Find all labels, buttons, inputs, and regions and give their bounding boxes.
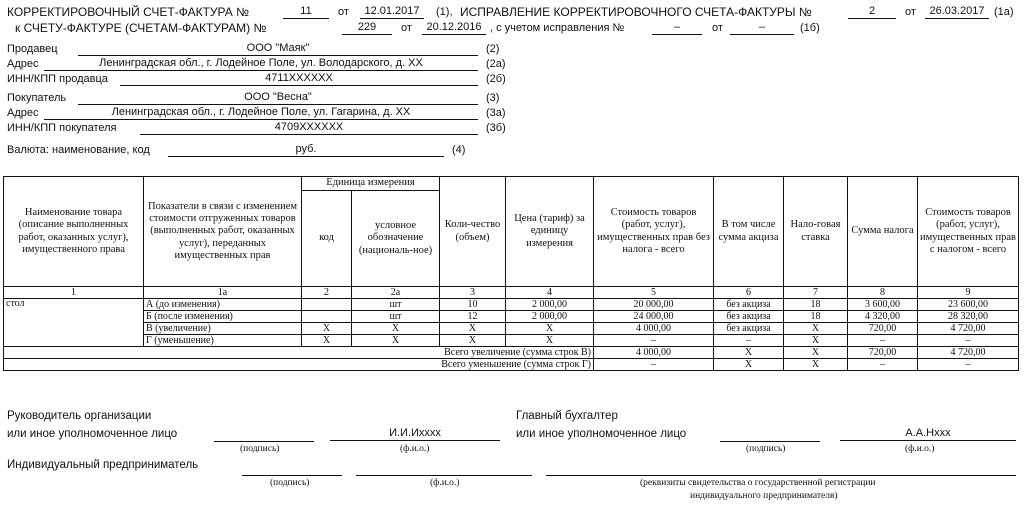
col-number: 1 <box>4 287 144 299</box>
cell: Х <box>440 323 506 335</box>
ip-name-caption: (ф.и.о.) <box>430 478 460 488</box>
base-invoice-date: 20.12.2016 <box>422 22 486 35</box>
buyer-address-code: (3а) <box>486 107 506 119</box>
cell: Х <box>784 359 848 371</box>
accountant-sign-caption: (подпись) <box>746 444 786 454</box>
base-invoice-number: 229 <box>342 22 392 35</box>
column-numbers-row <box>4 287 1019 299</box>
label-ot: от <box>338 6 349 18</box>
cell: – <box>714 335 784 347</box>
label-invoice-correction-ot: от <box>712 22 723 34</box>
cell: 2 000,00 <box>506 311 594 323</box>
cell: без акциза <box>714 299 784 311</box>
seller-inn-code: (2б) <box>486 73 506 85</box>
cell: Х <box>302 323 352 335</box>
col-number: 6 <box>714 287 784 299</box>
seller-inn-value: 4711ХХХХХХ <box>120 73 478 86</box>
cell: – <box>594 335 714 347</box>
cell: 4 720,00 <box>918 347 1019 359</box>
col-number: 7 <box>784 287 848 299</box>
accountant-label-2: или иное уполномоченное лицо <box>516 428 687 440</box>
code-1a: (1а) <box>994 6 1014 18</box>
seller-inn-label: ИНН/КПП продавца <box>7 73 108 85</box>
accountant-name-caption: (ф.и.о.) <box>905 444 935 454</box>
label-correction-ot: от <box>905 6 916 18</box>
col-number: 1а <box>144 287 302 299</box>
cell: 720,00 <box>848 323 918 335</box>
cell: – <box>918 359 1019 371</box>
item-name-cell: стол <box>4 299 144 347</box>
cell: 20 000,00 <box>594 299 714 311</box>
head-signature-line[interactable] <box>214 428 314 442</box>
ip-signature-line[interactable] <box>242 462 342 476</box>
cell: шт <box>352 311 440 323</box>
header-excise: В том числе сумма акциза <box>714 177 784 287</box>
code-1b: (1б) <box>800 22 820 34</box>
cell: – <box>848 359 918 371</box>
col-number: 2 <box>302 287 352 299</box>
cell <box>302 299 352 311</box>
seller-label: Продавец <box>7 43 58 55</box>
ip-name-line[interactable] <box>356 462 532 476</box>
invoice-correction-date: – <box>730 22 794 35</box>
total-decrease-row <box>4 359 1019 371</box>
cell: Х <box>506 323 594 335</box>
table-row <box>4 335 1019 347</box>
cell: без акциза <box>714 323 784 335</box>
cell: – <box>594 359 714 371</box>
buyer-label: Покупатель <box>7 92 67 104</box>
buyer-inn-label: ИНН/КПП покупателя <box>7 122 117 134</box>
buyer-address-label: Адрес <box>7 107 39 119</box>
cell: Х <box>784 323 848 335</box>
invoice-correction-number: – <box>652 22 702 35</box>
buyer-inn-value: 4709ХХХХХХ <box>140 122 478 135</box>
seller-code: (2) <box>486 43 500 55</box>
ip-registration-caption-2: индивидуального предпринимателя) <box>690 491 838 501</box>
seller-address-value: Ленинградская обл., г. Лодейное Поле, ул. Володарского, д. ХХ <box>44 58 478 71</box>
title-label: КОРРЕКТИРОВОЧНЫЙ СЧЕТ-ФАКТУРА № <box>7 5 249 19</box>
cell: без акциза <box>714 311 784 323</box>
header-tax-amount: Сумма налога <box>848 177 918 287</box>
row-label: А (до изменения) <box>144 299 302 311</box>
col-number: 9 <box>918 287 1019 299</box>
col-number: 2а <box>352 287 440 299</box>
accountant-name: А.А.Нххх <box>840 428 1016 441</box>
row-label: Б (после изменения) <box>144 311 302 323</box>
buyer-inn-code: (3б) <box>486 122 506 134</box>
seller-address-code: (2а) <box>486 58 506 70</box>
header-quantity: Коли-чество (объем) <box>440 177 506 287</box>
cell: Х <box>714 359 784 371</box>
code-1: (1), <box>436 6 453 18</box>
ip-sign-caption: (подпись) <box>270 478 310 488</box>
head-sign-caption: (подпись) <box>240 444 280 454</box>
ip-registration-caption-1: (реквизиты свидетельства о государственной регистрации <box>640 478 876 488</box>
cell: 2 000,00 <box>506 299 594 311</box>
table-row <box>4 299 1019 311</box>
cell: 4 000,00 <box>594 323 714 335</box>
cell: Х <box>352 323 440 335</box>
cell: 23 600,00 <box>918 299 1019 311</box>
ip-registration-line[interactable] <box>546 462 1016 476</box>
head-label-1: Руководитель организации <box>7 410 152 422</box>
cell: 12 <box>440 311 506 323</box>
cell <box>302 311 352 323</box>
accountant-signature-line[interactable] <box>720 428 820 442</box>
total-decrease-label: Всего уменьшение (сумма строк Г) <box>4 359 594 371</box>
buyer-address-value: Ленинградская обл., г. Лодейное Поле, ул. Гагарина, д. ХХ <box>44 107 478 120</box>
total-increase-row <box>4 347 1019 359</box>
cell: 4 000,00 <box>594 347 714 359</box>
head-label-2: или иное уполномоченное лицо <box>7 428 178 440</box>
cell: Х <box>352 335 440 347</box>
cell: Х <box>714 347 784 359</box>
to-invoice-label: к СЧЕТУ-ФАКТУРЕ (СЧЕТАМ-ФАКТУРАМ) № <box>15 21 267 35</box>
cell: – <box>918 335 1019 347</box>
header-cost-no-tax: Стоимость товаров (работ, услуг), имущественных прав без налога - всего <box>594 177 714 287</box>
header-indicators: Показатели в связи с изменением стоимости отгруженных товаров (выполненных работ, оказанных услуг), переданных имущественных прав <box>144 177 302 287</box>
col-number: 5 <box>594 287 714 299</box>
table-row <box>4 311 1019 323</box>
col-number: 8 <box>848 287 918 299</box>
cell: шт <box>352 299 440 311</box>
accountant-label-1: Главный бухгалтер <box>516 410 618 422</box>
header-price: Цена (тариф) за единицу измерения <box>506 177 594 287</box>
buyer-value: ООО "Весна" <box>78 92 478 105</box>
cell: – <box>848 335 918 347</box>
cell: 4 720,00 <box>918 323 1019 335</box>
cell: 720,00 <box>848 347 918 359</box>
cell: 24 000,00 <box>594 311 714 323</box>
correction-label: ИСПРАВЛЕНИЕ КОРРЕКТИРОВОЧНОГО СЧЕТА-ФАКТУРЫ № <box>460 5 812 19</box>
currency-value: руб. <box>168 144 444 157</box>
cell: Х <box>302 335 352 347</box>
currency-label: Валюта: наименование, код <box>7 144 150 156</box>
header-unit-name: условное обозначение (националь-ное) <box>352 191 440 287</box>
invoice-correction-label: , с учетом исправления № <box>490 22 625 34</box>
buyer-code: (3) <box>486 92 500 104</box>
head-name: И.И.Ихххх <box>330 428 500 441</box>
currency-code: (4) <box>452 144 466 156</box>
row-label: Г (уменьшение) <box>144 335 302 347</box>
header-unit: Единица измерения <box>302 177 440 191</box>
cell: 3 600,00 <box>848 299 918 311</box>
header-cost-with-tax: Стоимость товаров (работ, услуг), имущественных прав с налогом - всего <box>918 177 1019 287</box>
correction-number: 2 <box>848 6 896 19</box>
cell: Х <box>784 347 848 359</box>
table-row <box>4 323 1019 335</box>
header-tax-rate: Нало-говая ставка <box>784 177 848 287</box>
label-invoice-ot: от <box>401 22 412 34</box>
invoice-table <box>3 176 1019 371</box>
cell: 4 320,00 <box>848 311 918 323</box>
seller-value: ООО "Маяк" <box>78 43 478 56</box>
col-number: 3 <box>440 287 506 299</box>
header-item-name: Наименование товара (описание выполненных работ, оказанных услуг), имущественного права <box>4 177 144 287</box>
invoice-number: 11 <box>283 6 329 19</box>
cell: 18 <box>784 299 848 311</box>
total-increase-label: Всего увеличение (сумма строк В) <box>4 347 594 359</box>
invoice-date: 12.01.2017 <box>360 6 424 19</box>
head-name-caption: (ф.и.о.) <box>400 444 430 454</box>
cell: 28 320,00 <box>918 311 1019 323</box>
header-unit-code: код <box>302 191 352 287</box>
ip-label: Индивидуальный предприниматель <box>7 459 199 471</box>
cell: 10 <box>440 299 506 311</box>
cell: Х <box>506 335 594 347</box>
correction-date: 26.03.2017 <box>925 6 989 19</box>
seller-address-label: Адрес <box>7 58 39 70</box>
col-number: 4 <box>506 287 594 299</box>
cell: Х <box>784 335 848 347</box>
cell: Х <box>440 335 506 347</box>
row-label: В (увеличение) <box>144 323 302 335</box>
cell: 18 <box>784 311 848 323</box>
